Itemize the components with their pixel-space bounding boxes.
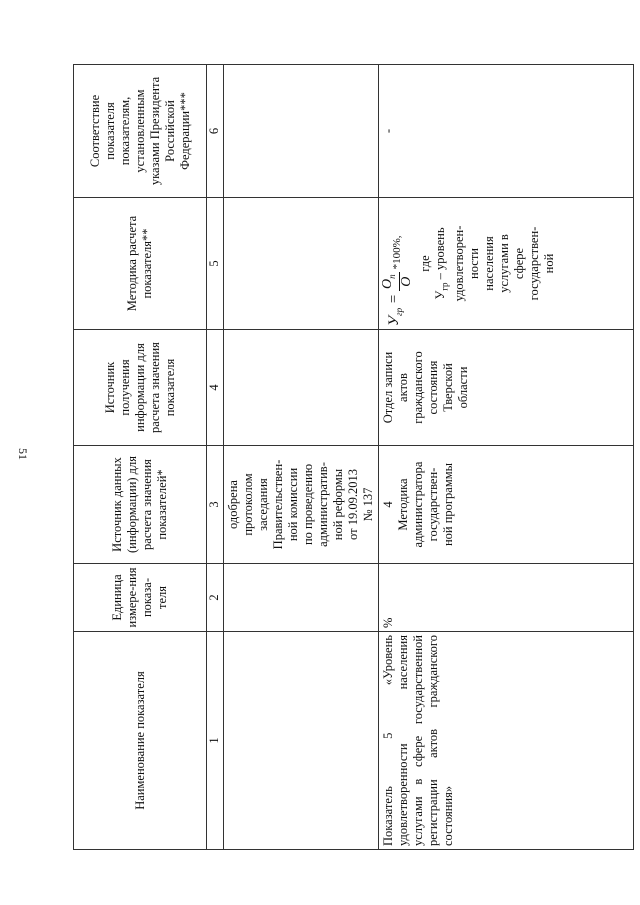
text-line: Отдел записи: [381, 351, 395, 424]
text-line: 4: [381, 501, 395, 508]
formula-fraction: [381, 272, 414, 291]
header-data-source: Источник данных (информации) для расчета значения показателей*: [74, 446, 207, 564]
column-number: 2: [207, 564, 224, 632]
text-line: где: [417, 255, 432, 272]
empty-cell: [224, 330, 379, 446]
header-unit: Единица измере-ния показа-теля: [74, 564, 207, 632]
text-line: администратора: [411, 461, 425, 548]
empty-cell: [224, 632, 379, 850]
empty-cell: [224, 564, 379, 632]
text-line: гражданского: [411, 351, 425, 424]
formula-suffix: *100%,: [390, 235, 403, 270]
formula-denominator: О: [398, 276, 414, 287]
formula-numerator: $О_п$: [381, 272, 400, 291]
text-line: ной комиссии: [286, 467, 300, 542]
header-method: Методика расчета показателя**: [74, 198, 207, 330]
text-line: заседания: [256, 478, 270, 531]
text-line: ной реформы: [331, 468, 345, 541]
header-decree-compliance: Соответствие показателя показателям, установленным указами Президента Российской Федерации***: [74, 65, 207, 198]
indicator-decree-compliance: -: [379, 65, 634, 198]
text-line: административ-: [316, 462, 330, 547]
column-number: 5: [207, 198, 224, 330]
indicator-data-source: [379, 446, 634, 564]
text-line: Правительствен-: [271, 459, 285, 550]
data-source-continuation: [224, 446, 379, 564]
text-line: Методика: [396, 478, 410, 531]
text-line: состояния: [426, 360, 440, 415]
text-line: услугами в: [497, 234, 512, 293]
indicator-table-wrapper: [73, 65, 595, 850]
header-info-source: Источник получения информации для расчета значения показателя: [74, 330, 207, 446]
header-row: [74, 65, 207, 850]
indicator-info-source: [379, 330, 634, 446]
text-line: ной: [542, 253, 557, 274]
column-number: 4: [207, 330, 224, 446]
text-line: удовлетворен-: [452, 225, 467, 302]
text-line: государствен-: [426, 467, 440, 542]
continuation-row: [224, 65, 379, 850]
column-number: 3: [207, 446, 224, 564]
text-line: области: [456, 366, 470, 409]
indicator-name: Показатель 5 «Уровень удовлетворенности населения услугами в сфере государственной регистрации актов гражданского состояния»: [379, 632, 634, 850]
text-line: государствен-: [527, 226, 542, 301]
text-line: сфере: [512, 247, 527, 280]
column-number-row: [207, 65, 224, 850]
text-line: ности: [467, 248, 482, 279]
indicator-unit: %: [379, 564, 634, 632]
column-number: 6: [207, 65, 224, 198]
text-line: актов: [396, 373, 410, 402]
header-indicator-name: Наименование показателя: [74, 632, 207, 850]
text-line: № 137: [361, 487, 375, 522]
text-line: ной программы: [441, 462, 455, 547]
empty-cell: [224, 65, 379, 198]
indicator-row: [379, 65, 634, 850]
text-line: населения: [482, 236, 497, 291]
text-line: $У_{гр}$ – уровень: [432, 227, 450, 300]
empty-cell: [224, 198, 379, 330]
formula-lhs: $У_{гр}$ =: [386, 294, 405, 326]
column-number: 1: [207, 632, 224, 850]
text-line: по проведению: [301, 463, 315, 546]
text-line: Тверской: [441, 363, 455, 412]
calculation-formula: [381, 201, 414, 326]
indicator-table: [73, 64, 634, 850]
page-number: 51: [16, 448, 30, 460]
text-line: от 19.09.2013: [346, 469, 360, 540]
text-line: протоколом: [241, 473, 255, 536]
text-line: одобрена: [226, 480, 240, 529]
indicator-method: [379, 198, 634, 330]
